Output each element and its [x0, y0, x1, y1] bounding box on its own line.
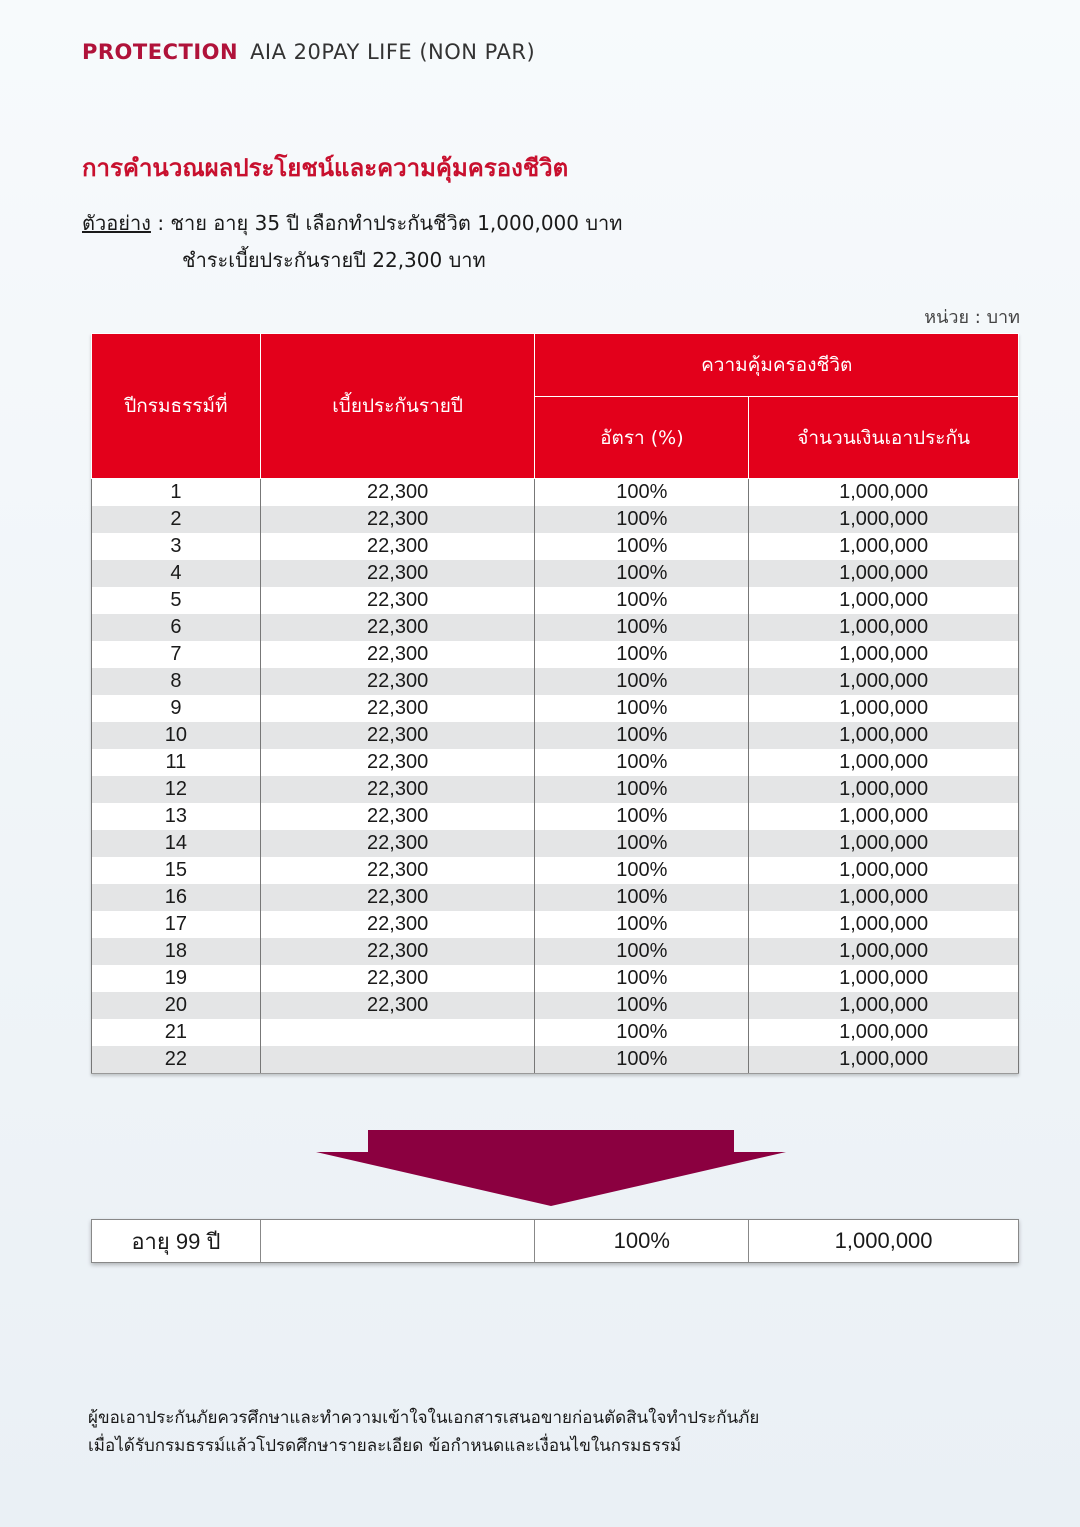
cell-rate: 100% [535, 641, 749, 668]
cell-year: 15 [92, 857, 261, 884]
table-row [92, 776, 1019, 803]
table-row [92, 533, 1019, 560]
header-rate: อัตรา (%) [535, 397, 749, 479]
table-row [92, 614, 1019, 641]
table-row [92, 965, 1019, 992]
cell-year: 10 [92, 722, 261, 749]
cell-premium: 22,300 [260, 641, 535, 668]
cell-amount: 1,000,000 [749, 830, 1019, 857]
cell-amount: 1,000,000 [749, 479, 1019, 507]
example-line-1 [82, 207, 622, 239]
footnote-line-1: ผู้ขอเอาประกันภัยควรศึกษาและทำความเข้าใจในเอกสารเสนอขายก่อนตัดสินใจทำประกันภัย [88, 1408, 760, 1428]
cell-amount: 1,000,000 [749, 695, 1019, 722]
table-row [92, 857, 1019, 884]
cell-rate: 100% [535, 614, 749, 641]
cell-amount: 1,000,000 [749, 506, 1019, 533]
cell-year: 12 [92, 776, 261, 803]
cell-amount: 1,000,000 [749, 992, 1019, 1019]
final-row-table [91, 1219, 1019, 1263]
cell-amount: 1,000,000 [749, 911, 1019, 938]
cell-year: 2 [92, 506, 261, 533]
cell-amount: 1,000,000 [749, 965, 1019, 992]
down-arrow-shape [316, 1130, 786, 1206]
cell-year: 8 [92, 668, 261, 695]
page-title: การคำนวณผลประโยชน์และความคุ้มครองชีวิต [82, 154, 569, 182]
table-row [92, 884, 1019, 911]
example-line-2: ชำระเบี้ยประกันรายปี 22,300 บาท [182, 248, 486, 272]
table-row [92, 992, 1019, 1019]
cell-year: 11 [92, 749, 261, 776]
cell-year: 14 [92, 830, 261, 857]
table-row [92, 695, 1019, 722]
table-row [92, 1046, 1019, 1074]
cell-premium: 22,300 [260, 830, 535, 857]
cell-year: 19 [92, 965, 261, 992]
cell-premium: 22,300 [260, 749, 535, 776]
cell-rate: 100% [535, 857, 749, 884]
cell-premium [260, 1019, 535, 1046]
cell-year: 6 [92, 614, 261, 641]
example-text-1: : ชาย อายุ 35 ปี เลือกทำประกันชีวิต 1,000,000 บาท [157, 211, 623, 235]
table-row [92, 911, 1019, 938]
header-premium: เบี้ยประกันรายปี [260, 334, 535, 479]
cell-rate: 100% [535, 776, 749, 803]
cell-amount: 1,000,000 [749, 857, 1019, 884]
table-row [92, 803, 1019, 830]
cell-year: 1 [92, 479, 261, 507]
cell-premium: 22,300 [260, 938, 535, 965]
cell-premium: 22,300 [260, 722, 535, 749]
cell-rate: 100% [535, 1046, 749, 1074]
final-row [92, 1220, 1019, 1263]
cell-premium [260, 1046, 535, 1074]
cell-year: 16 [92, 884, 261, 911]
cell-rate: 100% [535, 749, 749, 776]
table-row [92, 479, 1019, 507]
header-category: PROTECTION [82, 40, 239, 64]
cell-rate: 100% [535, 911, 749, 938]
cell-premium: 22,300 [260, 614, 535, 641]
cell-amount: 1,000,000 [749, 533, 1019, 560]
footnote [88, 1404, 759, 1460]
cell-amount: 1,000,000 [749, 1046, 1019, 1074]
cell-year: 22 [92, 1046, 261, 1074]
cell-premium: 22,300 [260, 965, 535, 992]
cell-amount: 1,000,000 [749, 722, 1019, 749]
cell-rate: 100% [535, 938, 749, 965]
cell-premium: 22,300 [260, 506, 535, 533]
cell-rate: 100% [535, 560, 749, 587]
header-coverage: ความคุ้มครองชีวิต [535, 334, 1019, 397]
cell-year: 5 [92, 587, 261, 614]
cell-amount: 1,000,000 [749, 803, 1019, 830]
table-row [92, 830, 1019, 857]
table-row [92, 668, 1019, 695]
cell-rate: 100% [535, 965, 749, 992]
cell-year: 18 [92, 938, 261, 965]
benefit-table [91, 333, 1019, 1074]
final-age: อายุ 99 ปี [92, 1220, 261, 1263]
cell-amount: 1,000,000 [749, 749, 1019, 776]
table-row [92, 587, 1019, 614]
cell-premium: 22,300 [260, 803, 535, 830]
unit-label: หน่วย : บาท [924, 307, 1020, 328]
table-row [92, 560, 1019, 587]
cell-premium: 22,300 [260, 587, 535, 614]
cell-rate: 100% [535, 479, 749, 507]
cell-rate: 100% [535, 587, 749, 614]
cell-premium: 22,300 [260, 884, 535, 911]
cell-premium: 22,300 [260, 695, 535, 722]
table-row [92, 938, 1019, 965]
cell-year: 9 [92, 695, 261, 722]
cell-premium: 22,300 [260, 776, 535, 803]
cell-rate: 100% [535, 668, 749, 695]
cell-rate: 100% [535, 1019, 749, 1046]
cell-rate: 100% [535, 992, 749, 1019]
cell-amount: 1,000,000 [749, 614, 1019, 641]
footnote-line-2: เมื่อได้รับกรมธรรม์แล้วโปรดศึกษารายละเอียด ข้อกำหนดและเงื่อนไขในกรมธรรม์ [88, 1436, 682, 1456]
example-label: ตัวอย่าง [82, 211, 151, 235]
header-line [82, 40, 535, 64]
cell-premium: 22,300 [260, 479, 535, 507]
cell-rate: 100% [535, 533, 749, 560]
cell-premium: 22,300 [260, 668, 535, 695]
cell-rate: 100% [535, 722, 749, 749]
final-rate: 100% [535, 1220, 749, 1263]
cell-amount: 1,000,000 [749, 1019, 1019, 1046]
cell-premium: 22,300 [260, 911, 535, 938]
cell-amount: 1,000,000 [749, 668, 1019, 695]
cell-rate: 100% [535, 830, 749, 857]
cell-year: 20 [92, 992, 261, 1019]
cell-rate: 100% [535, 506, 749, 533]
table-row [92, 749, 1019, 776]
cell-amount: 1,000,000 [749, 641, 1019, 668]
cell-premium: 22,300 [260, 533, 535, 560]
cell-amount: 1,000,000 [749, 587, 1019, 614]
cell-rate: 100% [535, 884, 749, 911]
cell-amount: 1,000,000 [749, 938, 1019, 965]
header-sum-assured: จำนวนเงินเอาประกัน [749, 397, 1019, 479]
header-product: AIA 20PAY LIFE (NON PAR) [250, 40, 536, 64]
table-row [92, 1019, 1019, 1046]
cell-year: 13 [92, 803, 261, 830]
cell-amount: 1,000,000 [749, 776, 1019, 803]
cell-premium: 22,300 [260, 992, 535, 1019]
cell-premium: 22,300 [260, 857, 535, 884]
cell-year: 17 [92, 911, 261, 938]
cell-rate: 100% [535, 695, 749, 722]
cell-premium: 22,300 [260, 560, 535, 587]
table-row [92, 506, 1019, 533]
final-premium [260, 1220, 535, 1263]
table-body [92, 479, 1019, 1074]
table-row [92, 641, 1019, 668]
cell-year: 7 [92, 641, 261, 668]
final-amount: 1,000,000 [749, 1220, 1019, 1263]
cell-year: 21 [92, 1019, 261, 1046]
cell-amount: 1,000,000 [749, 884, 1019, 911]
cell-amount: 1,000,000 [749, 560, 1019, 587]
table-row [92, 722, 1019, 749]
header-year: ปีกรมธรรม์ที่ [92, 334, 261, 479]
down-arrow-icon [316, 1130, 786, 1206]
cell-rate: 100% [535, 803, 749, 830]
cell-year: 4 [92, 560, 261, 587]
cell-year: 3 [92, 533, 261, 560]
